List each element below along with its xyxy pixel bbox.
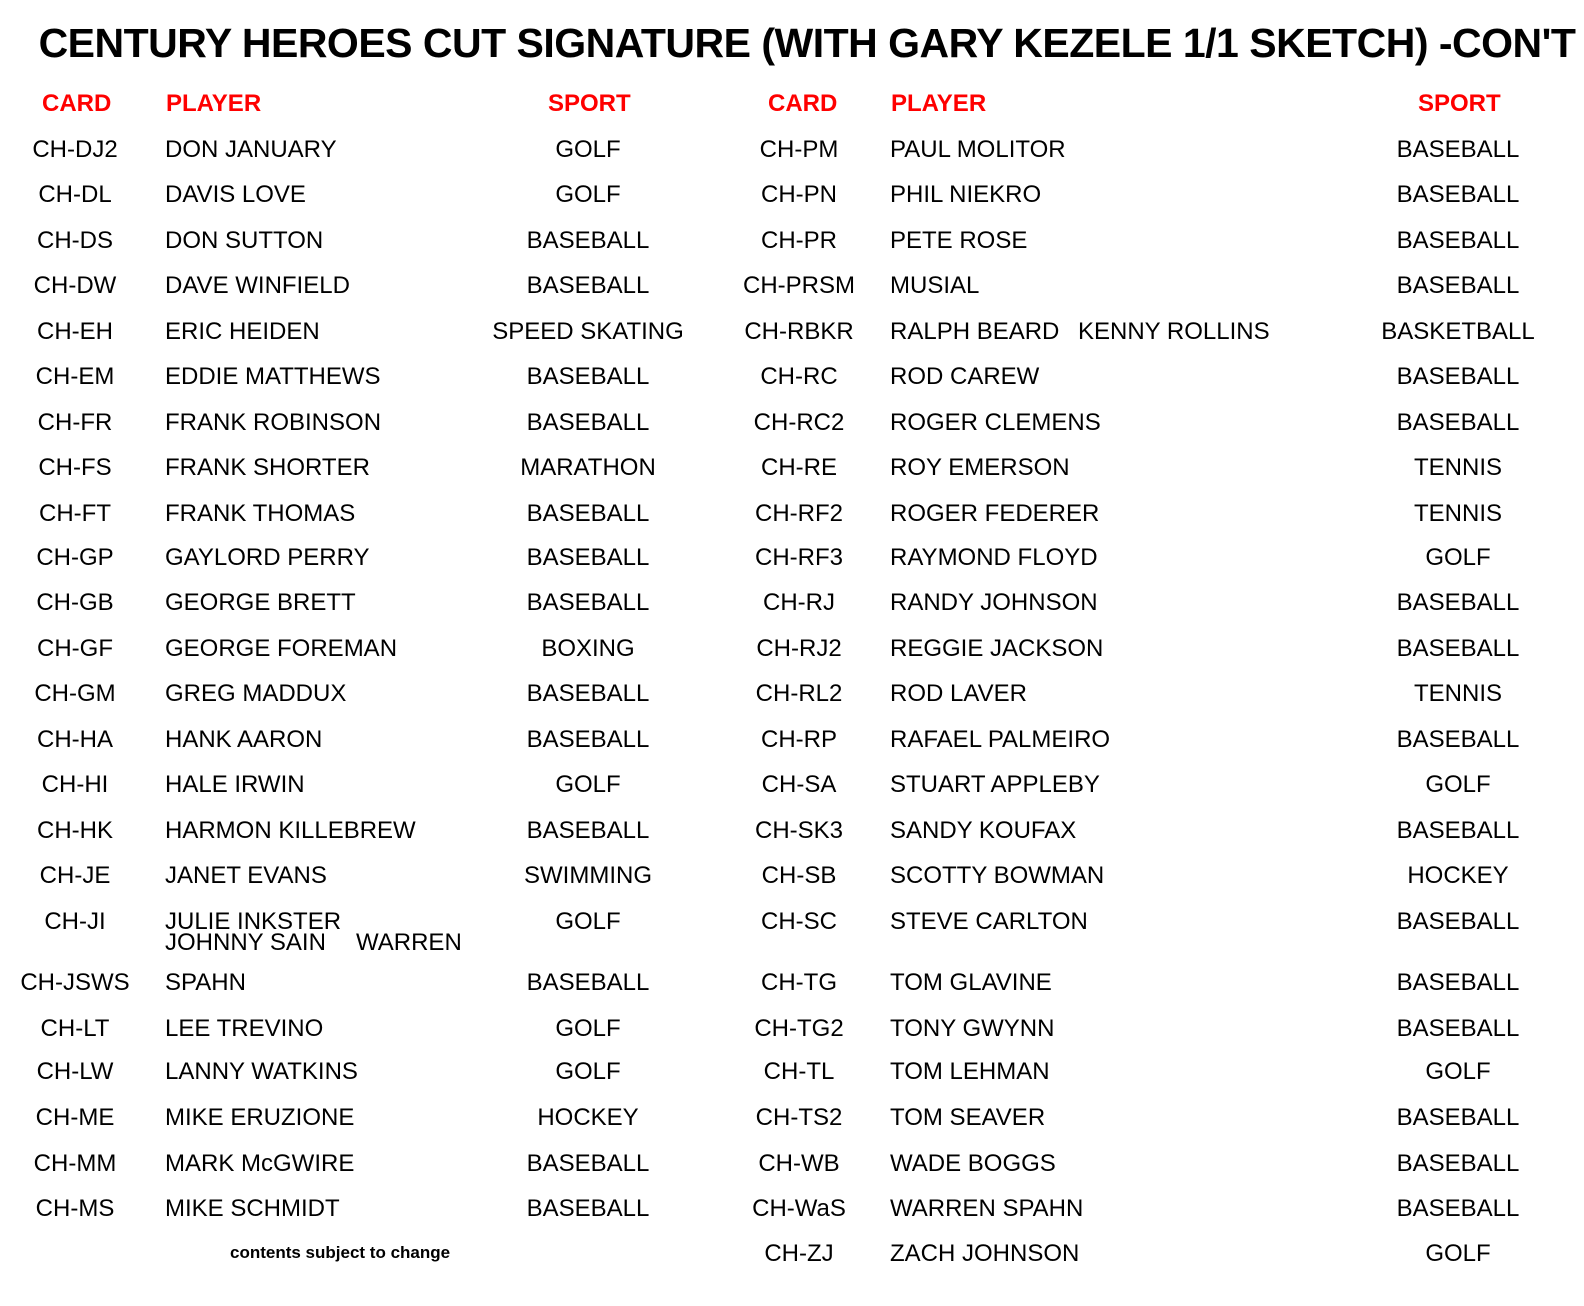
player-name-cell: HARMON KILLEBREW <box>165 817 416 844</box>
card-code-cell: CH-FR <box>37 409 113 436</box>
card-code-cell: CH-SK3 <box>754 817 844 844</box>
header-card-left: CARD <box>42 90 112 117</box>
player-name-cell: PHIL NIEKRO <box>890 181 1042 208</box>
player-name-cell: RAFAEL PALMEIRO <box>890 726 1111 753</box>
card-code-cell: CH-DL <box>38 181 112 208</box>
player-name-cell: LANNY WATKINS <box>165 1058 358 1085</box>
player-name-cell: STUART APPLEBY <box>890 771 1100 798</box>
card-code-cell: CH-GM <box>34 680 116 707</box>
card-code-cell: CH-EH <box>37 318 113 345</box>
header-card-right: CARD <box>768 90 838 117</box>
card-code-cell: CH-ME <box>35 1104 115 1131</box>
sport-cell: BASEBALL <box>526 1195 650 1222</box>
sport-cell: BASEBALL <box>526 272 650 299</box>
card-code-cell: CH-WB <box>758 1150 840 1177</box>
card-code-cell: CH-RL2 <box>755 680 843 707</box>
player-name-cell: RANDY JOHNSON <box>890 589 1098 616</box>
player-overflow-text-2: WARREN <box>356 929 462 956</box>
card-code-cell: CH-SA <box>761 771 837 798</box>
player-name-cell: SANDY KOUFAX <box>890 817 1077 844</box>
header-sport-left: SPORT <box>548 90 631 117</box>
sport-cell: BASEBALL <box>526 969 650 996</box>
card-code-cell: CH-EM <box>35 363 115 390</box>
player-name-cell: FRANK THOMAS <box>165 500 356 527</box>
player-name-cell: ROD LAVER <box>890 680 1027 707</box>
player-name-cell: SCOTTY BOWMAN <box>890 862 1105 889</box>
sport-cell: TENNIS <box>1413 680 1502 707</box>
player-name-cell: GAYLORD PERRY <box>165 544 370 571</box>
sport-cell: GOLF <box>555 1015 621 1042</box>
sport-cell: BASEBALL <box>1396 409 1520 436</box>
sport-cell: BOXING <box>541 635 635 662</box>
player-name-cell: LEE TREVINO <box>165 1015 324 1042</box>
sport-cell: BASEBALL <box>1396 635 1520 662</box>
sport-cell: BASEBALL <box>1396 272 1520 299</box>
sport-cell: MARATHON <box>520 454 656 481</box>
sport-cell: HOCKEY <box>537 1104 639 1131</box>
player-name-cell: WARREN SPAHN <box>890 1195 1084 1222</box>
player-name-cell: GEORGE BRETT <box>165 589 356 616</box>
sport-cell: BASEBALL <box>526 227 650 254</box>
player-name-cell: MUSIAL <box>890 272 980 299</box>
player-name-cell: MARK McGWIRE <box>165 1150 355 1177</box>
player-name-cell-secondary: KENNY ROLLINS <box>1078 318 1270 345</box>
sport-cell: BASEBALL <box>1396 136 1520 163</box>
card-code-cell: CH-GP <box>36 544 114 571</box>
card-code-cell: CH-LT <box>40 1015 110 1042</box>
card-code-cell: CH-PRSM <box>743 272 855 299</box>
sport-cell: BASEBALL <box>526 726 650 753</box>
card-code-cell: CH-HI <box>41 771 109 798</box>
player-name-cell: REGGIE JACKSON <box>890 635 1104 662</box>
player-name-cell: DAVE WINFIELD <box>165 272 350 299</box>
player-name-cell: ZACH JOHNSON <box>890 1240 1080 1267</box>
player-name-cell: PAUL MOLITOR <box>890 136 1066 163</box>
player-name-cell: DAVIS LOVE <box>165 181 306 208</box>
player-name-cell: FRANK SHORTER <box>165 454 370 481</box>
player-name-cell: WADE BOGGS <box>890 1150 1056 1177</box>
sport-cell: GOLF <box>555 136 621 163</box>
card-code-cell: CH-TG2 <box>754 1015 844 1042</box>
card-code-cell: CH-MS <box>35 1195 115 1222</box>
sport-cell: BASEBALL <box>526 817 650 844</box>
card-code-cell: CH-JE <box>39 862 111 889</box>
sport-cell: BASEBALL <box>526 409 650 436</box>
sport-cell: BASEBALL <box>1396 589 1520 616</box>
player-name-cell: SPAHN <box>165 969 246 996</box>
player-name-cell: TONY GWYNN <box>890 1015 1055 1042</box>
player-name-cell: ROGER CLEMENS <box>890 409 1101 436</box>
card-code-cell: CH-TS2 <box>755 1104 843 1131</box>
card-code-cell: CH-LW <box>36 1058 114 1085</box>
sport-cell: BASEBALL <box>1396 1150 1520 1177</box>
sport-cell: SWIMMING <box>524 862 652 889</box>
card-code-cell: CH-PR <box>761 227 837 254</box>
sport-cell: BASEBALL <box>526 1150 650 1177</box>
sport-cell: GOLF <box>555 908 621 935</box>
player-name-cell: TOM SEAVER <box>890 1104 1046 1131</box>
sport-cell: TENNIS <box>1413 500 1502 527</box>
card-code-cell: CH-MM <box>33 1150 117 1177</box>
sport-cell: BASEBALL <box>526 500 650 527</box>
player-name-cell: TOM GLAVINE <box>890 969 1052 996</box>
card-code-cell: CH-SB <box>761 862 837 889</box>
player-name-cell: GREG MADDUX <box>165 680 347 707</box>
sport-cell: GOLF <box>1425 544 1491 571</box>
card-code-cell: CH-RC <box>760 363 838 390</box>
sport-cell: BASEBALL <box>1396 817 1520 844</box>
card-code-cell: CH-DJ2 <box>32 136 118 163</box>
sport-cell: BASEBALL <box>1396 181 1520 208</box>
sport-cell: BASEBALL <box>1396 1015 1520 1042</box>
card-code-cell: CH-JSWS <box>20 969 130 996</box>
page-title: CENTURY HEROES CUT SIGNATURE (WITH GARY KEZELE 1/1 SKETCH) -CON'T <box>38 20 1576 66</box>
player-name-cell: JULIE INKSTER <box>165 908 342 935</box>
card-code-cell: CH-ZJ <box>764 1240 834 1267</box>
player-name-cell: MIKE ERUZIONE <box>165 1104 355 1131</box>
card-code-cell: CH-RF3 <box>755 544 843 571</box>
player-name-cell: RALPH BEARD <box>890 318 1060 345</box>
sport-cell: GOLF <box>1425 1058 1491 1085</box>
player-name-cell: ROD CAREW <box>890 363 1040 390</box>
card-code-cell: CH-JI <box>44 908 106 935</box>
player-name-cell: GEORGE FOREMAN <box>165 635 398 662</box>
sport-cell: GOLF <box>555 771 621 798</box>
player-name-cell: HALE IRWIN <box>165 771 305 798</box>
card-code-cell: CH-RF2 <box>755 500 843 527</box>
card-code-cell: CH-PN <box>761 181 837 208</box>
card-code-cell: CH-RJ <box>763 589 835 616</box>
player-name-cell: MIKE SCHMIDT <box>165 1195 340 1222</box>
card-code-cell: CH-RE <box>761 454 837 481</box>
sport-cell: BASEBALL <box>1396 908 1520 935</box>
sport-cell: BASEBALL <box>1396 726 1520 753</box>
sport-cell: BASEBALL <box>526 544 650 571</box>
card-code-cell: CH-DS <box>37 227 113 254</box>
sport-cell: BASEBALL <box>1396 363 1520 390</box>
player-name-cell: PETE ROSE <box>890 227 1028 254</box>
sport-cell: TENNIS <box>1413 454 1502 481</box>
card-code-cell: CH-SC <box>761 908 837 935</box>
sport-cell: BASEBALL <box>526 589 650 616</box>
sport-cell: BASKETBALL <box>1381 318 1535 345</box>
sport-cell: BASEBALL <box>526 680 650 707</box>
card-code-cell: CH-GB <box>36 589 114 616</box>
player-name-cell: HANK AARON <box>165 726 323 753</box>
sport-cell: SPEED SKATING <box>492 318 684 345</box>
sport-cell: BASEBALL <box>1396 969 1520 996</box>
card-code-cell: CH-FT <box>39 500 111 527</box>
card-code-cell: CH-HK <box>37 817 113 844</box>
player-name-cell: TOM LEHMAN <box>890 1058 1050 1085</box>
card-code-cell: CH-TG <box>761 969 837 996</box>
player-name-cell: FRANK ROBINSON <box>165 409 382 436</box>
player-name-cell: ROGER FEDERER <box>890 500 1100 527</box>
card-code-cell: CH-TL <box>763 1058 835 1085</box>
sport-cell: GOLF <box>555 181 621 208</box>
card-code-cell: CH-RBKR <box>744 318 854 345</box>
footer-note: contents subject to change <box>230 1243 451 1262</box>
sport-cell: GOLF <box>1425 1240 1491 1267</box>
sport-cell: BASEBALL <box>1396 1195 1520 1222</box>
card-code-cell: CH-RP <box>761 726 837 753</box>
card-code-cell: CH-FS <box>38 454 112 481</box>
player-name-cell: DON SUTTON <box>165 227 324 254</box>
card-code-cell: CH-GF <box>37 635 113 662</box>
player-name-cell: EDDIE MATTHEWS <box>165 363 381 390</box>
card-code-cell: CH-RJ2 <box>756 635 842 662</box>
sport-cell: GOLF <box>1425 771 1491 798</box>
card-code-cell: CH-HA <box>37 726 113 753</box>
player-overflow-text-1: JOHNNY SAIN <box>165 929 326 956</box>
header-sport-right: SPORT <box>1418 90 1501 117</box>
player-name-cell: ERIC HEIDEN <box>165 318 320 345</box>
sport-cell: GOLF <box>555 1058 621 1085</box>
card-code-cell: CH-WaS <box>752 1195 846 1222</box>
card-code-cell: CH-PM <box>759 136 839 163</box>
player-name-cell: ROY EMERSON <box>890 454 1070 481</box>
card-code-cell: CH-DW <box>33 272 117 299</box>
sport-cell: BASEBALL <box>1396 1104 1520 1131</box>
sport-cell: BASEBALL <box>1396 227 1520 254</box>
sport-cell: HOCKEY <box>1407 862 1509 889</box>
player-name-cell: RAYMOND FLOYD <box>890 544 1098 571</box>
player-name-cell: JANET EVANS <box>165 862 327 889</box>
sport-cell: BASEBALL <box>526 363 650 390</box>
player-name-cell: DON JANUARY <box>165 136 337 163</box>
player-name-cell: STEVE CARLTON <box>890 908 1088 935</box>
header-player-left: PLAYER <box>166 90 262 117</box>
card-code-cell: CH-RC2 <box>753 409 845 436</box>
header-player-right: PLAYER <box>891 90 987 117</box>
